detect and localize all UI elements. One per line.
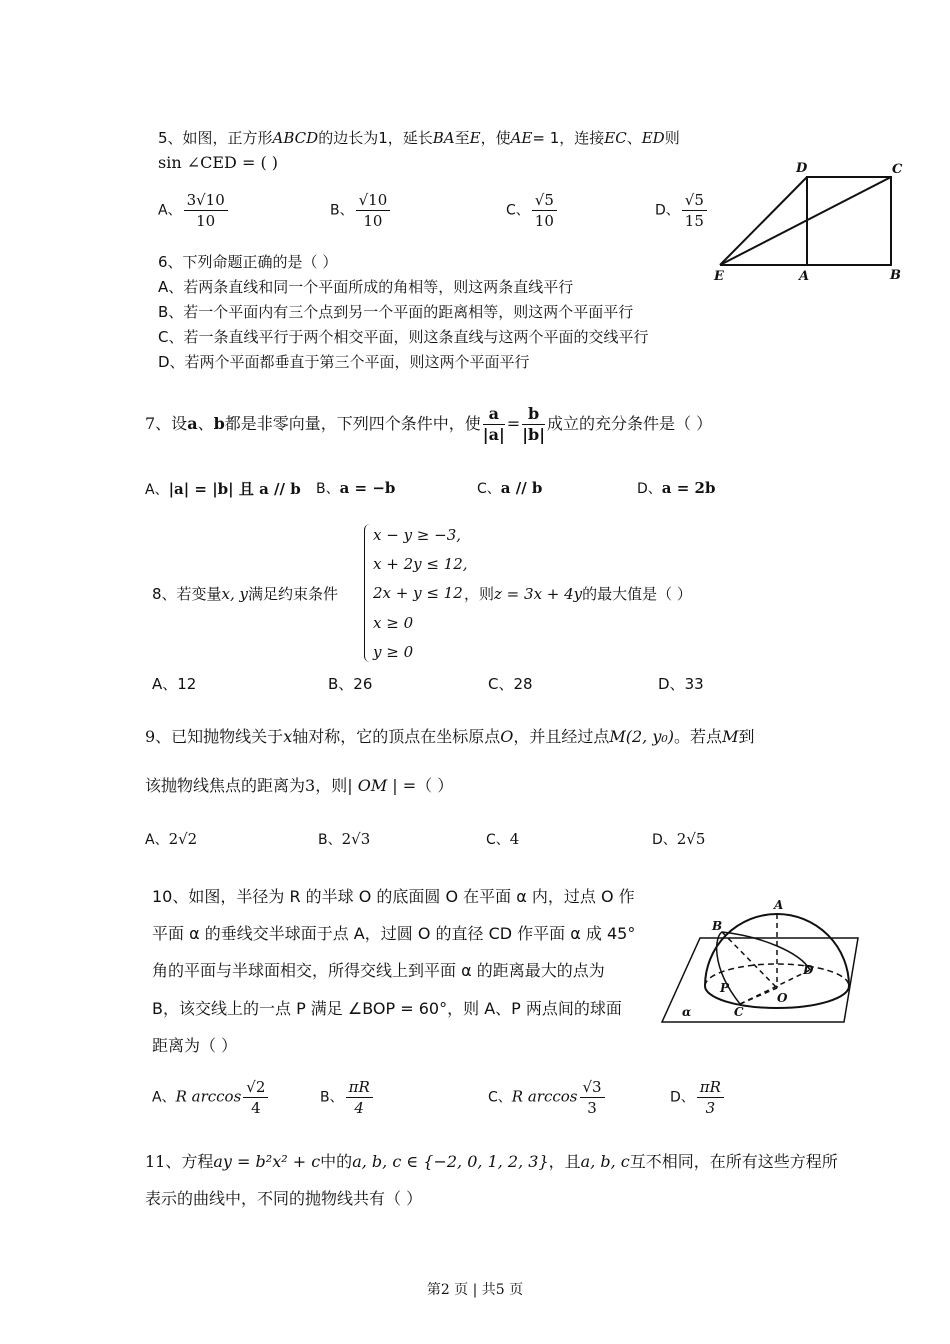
q5-option-a: A、 $\frac{3√10}{10}$ <box>158 190 230 231</box>
q7-option-c: C、a // b <box>477 479 543 497</box>
q10-line5: 距离为（ ） <box>152 1036 238 1055</box>
q8-constraint-3: 2x + y ≤ 12 <box>373 584 463 602</box>
q8-constraint-1: x − y ≥ −3, <box>373 526 462 544</box>
plane-alpha <box>662 938 858 1022</box>
q9-stem-line1: 9、已知抛物线关于x轴对称，它的顶点在坐标原点O，并且经过点M(2, y₀)。若点M到 <box>145 727 755 746</box>
label-b: B <box>890 268 901 280</box>
q8-stem-part2: ，则z = 3x + 4y的最大值是（ ） <box>464 585 692 603</box>
q8-constraint-2: x + 2y ≤ 12, <box>373 555 468 573</box>
q11-line2: 表示的曲线中，不同的抛物线共有（ ） <box>145 1189 423 1208</box>
q5-square-figure <box>712 155 912 280</box>
label-d: D <box>796 161 808 176</box>
label-d: D <box>803 963 814 977</box>
q7-option-a: A、|a| = |b| 且 a // b <box>145 480 301 498</box>
q5-option-c: C、 $\frac{√5}{10}$ <box>506 190 559 231</box>
page-footer: 第2 页 | 共5 页 <box>426 1282 524 1298</box>
q7-stem: 7、设a、b都是非零向量，下列四个条件中，使 $\frac{a}{|a|}$ = $\frac{b}{|b|}$ 成立的充分条件是（ ） <box>145 404 713 444</box>
q10-line1: 10、如图，半径为 R 的半球 O 的底面圆 O 在平面 α 内，过点 O 作 <box>152 887 635 906</box>
q6-option-c: C、若一条直线平行于两个相交平面，则这条直线与这两个平面的交线平行 <box>158 328 649 346</box>
q9-option-d: D、2√5 <box>652 830 706 848</box>
q10-option-b: B、 $\frac{\pi R}{4}$ <box>320 1077 375 1118</box>
q10-hemisphere-figure <box>660 896 860 1028</box>
q9-stem-line2: 该抛物线焦点的距离为3，则| OM | =（ ） <box>145 776 454 795</box>
label-b: B <box>712 919 723 933</box>
q10-option-c: C、R arccos $\frac{√3}{3}$ <box>488 1077 607 1118</box>
q5-option-d: D、 $\frac{√5}{15}$ <box>655 190 709 231</box>
q7-option-d: D、a = 2b <box>637 479 716 497</box>
label-c: C <box>892 162 903 177</box>
segment-ob <box>722 932 777 988</box>
q8-option-b: B、26 <box>328 675 373 693</box>
q10-option-a: A、R arccos $\frac{√2}{4}$ <box>152 1077 270 1118</box>
q10-line4: B，该交线上的一点 P 满足 ∠BOP = 60°，则 A、P 两点间的球面 <box>152 999 622 1018</box>
label-alpha: α <box>682 1005 692 1019</box>
q7-option-b: B、a = −b <box>316 479 396 497</box>
label-p: P <box>720 981 730 995</box>
q8-constraint-brace <box>364 524 373 662</box>
q9-option-a: A、2√2 <box>145 830 198 848</box>
q6-option-d: D、若两个平面都垂直于第三个平面，则这两个平面平行 <box>158 353 530 371</box>
square-abcd <box>807 177 891 265</box>
q9-option-b: B、2√3 <box>318 830 371 848</box>
segment-op <box>740 988 777 1004</box>
q11-line1: 11、方程ay = b²x² + c中的a, b, c ∈ {−2, 0, 1, 2, 3}，且a, b, c互不相同，在所有这些方程所 <box>145 1152 838 1171</box>
q6-option-a: A、若两条直线和同一个平面所成的角相等，则这两条直线平行 <box>158 278 574 296</box>
q8-stem-part1: 8、若变量x, y满足约束条件 <box>152 585 339 603</box>
segment-ec <box>720 177 891 265</box>
q5-stem-line2: sin ∠CED = ( ) <box>158 153 279 172</box>
q6-option-b: B、若一个平面内有三个点到另一个平面的距离相等，则这两个平面平行 <box>158 303 634 321</box>
label-o: O <box>777 991 788 1005</box>
q8-option-c: C、28 <box>488 675 533 693</box>
q5-option-b: B、 $\frac{√10}{10}$ <box>330 190 392 231</box>
q8-constraint-4: x ≥ 0 <box>373 614 414 632</box>
label-e: E <box>714 269 724 280</box>
q8-constraint-5: y ≥ 0 <box>373 643 414 661</box>
q5-stem: 5、如图，正方形ABCD的边长为1，延长BA至E，使AE= 1，连接EC、ED则 <box>158 129 680 147</box>
segment-ed <box>720 177 807 265</box>
cross-section-curve <box>717 932 810 1004</box>
q6-stem: 6、下列命题正确的是（ ） <box>158 253 338 271</box>
label-a: A <box>799 269 810 280</box>
q10-option-d: D、 $\frac{\pi R}{3}$ <box>670 1077 726 1118</box>
q9-option-c: C、4 <box>486 830 520 848</box>
label-c: C <box>734 1005 744 1019</box>
q8-option-a: A、12 <box>152 675 197 693</box>
q8-option-d: D、33 <box>658 675 704 693</box>
label-a: A <box>774 898 784 912</box>
q10-line2: 平面 α 的垂线交半球面于点 A，过圆 O 的直径 CD 作平面 α 成 45° <box>152 924 636 943</box>
q10-line3: 角的平面与半球面相交，所得交线上到平面 α 的距离最大的点为 <box>152 961 605 980</box>
